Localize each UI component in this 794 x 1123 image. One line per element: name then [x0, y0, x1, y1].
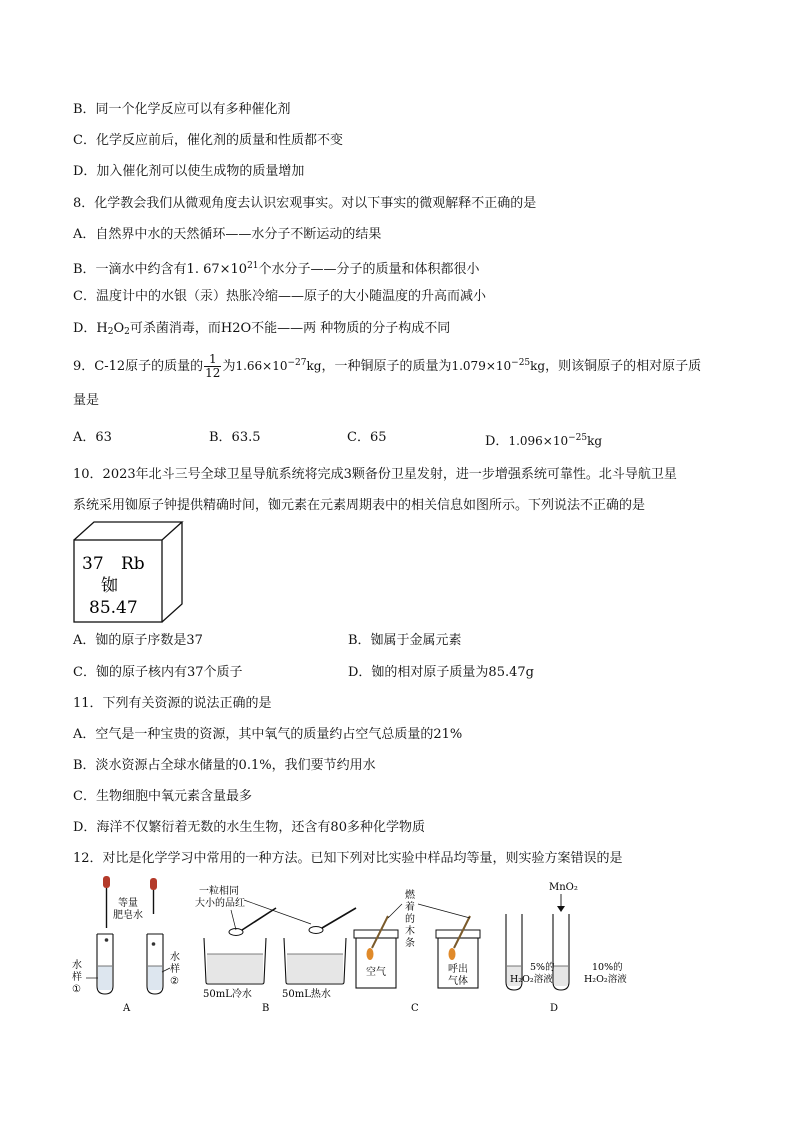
q10-stem-line2: 系统采用铷原子钟提供精确时间，铷元素在元素周期表中的相关信息如图所示。下列说法不正确的是 — [73, 498, 646, 513]
q9-mass2-exponent: −25 — [511, 358, 531, 368]
fig-b-label: B — [262, 1003, 270, 1014]
q9-option-a: A．63 — [73, 430, 112, 445]
q9-mass1: 1.66×10 — [235, 359, 288, 373]
q8-option-d-mid: O — [113, 321, 125, 336]
fig-d-label: D — [550, 1003, 559, 1014]
q8-option-d-sub2: 2 — [124, 327, 130, 337]
q7-option-d: D．加入催化剂可以使生成物的质量增加 — [73, 164, 305, 179]
fig-d-sol1-b: H₂O₂溶液 — [510, 974, 553, 985]
q9-stem-line2: 量是 — [73, 393, 100, 408]
q9-mass1-exponent: −27 — [287, 358, 307, 368]
q10-option-d: D．铷的相对原子质量为85.47g — [348, 665, 534, 680]
figure-c — [354, 888, 480, 1014]
q9-option-d-value: 1.096×10 — [508, 434, 569, 448]
fig-c-note-5: 条 — [405, 938, 415, 949]
q10-option-c: C．铷的原子核内有37个质子 — [73, 665, 243, 680]
fig-a-right-1: 水 — [170, 952, 180, 963]
element-atomic-mass: 85.47 — [89, 598, 138, 618]
q10-option-a: A．铷的原子序数是37 — [73, 633, 203, 648]
experiment-figures — [66, 874, 726, 1020]
element-atomic-number: 37 — [82, 554, 104, 574]
figure-d — [506, 882, 627, 1014]
fig-b-note-2: 大小的品红 — [195, 898, 245, 909]
fig-d-sol1-a: 5%的 — [530, 962, 555, 973]
q8-option-b — [73, 257, 480, 279]
fig-c-label: C — [411, 1003, 419, 1014]
q9-option-d-unit: kg — [587, 434, 603, 448]
fig-a-left-2: 样 — [72, 972, 82, 983]
q11-option-b: B．淡水资源占全球水储量的0.1%，我们要节约用水 — [73, 758, 376, 773]
q10-stem-line1: 10．2023年北斗三号全球卫星导航系统将完成3颗备份卫星发射，进一步增强系统可靠性。北斗导航卫星 — [73, 467, 677, 482]
fig-c-note-4: 木 — [405, 926, 415, 937]
q8-option-d-post: 可杀菌消毒，而H2O不能——两 种物质的分子构成不同 — [129, 321, 451, 336]
fig-d-sol2-b: H₂O₂溶液 — [584, 974, 627, 985]
q9-stem-c: ，一种铜原子的质量为 — [321, 359, 452, 374]
fig-a-left-3: ① — [72, 984, 81, 995]
q9-option-d-label: D． — [485, 434, 509, 449]
q11-stem: 11．下列有关资源的说法正确的是 — [73, 696, 272, 711]
q8-option-b-pre: B．一滴水中约含有1. 67×10 — [73, 262, 248, 277]
q8-option-b-post: 个水分子——分子的质量和体积都很小 — [258, 262, 480, 277]
q9-unit1: kg — [306, 359, 322, 373]
q9-option-d-exponent: −25 — [568, 433, 588, 443]
q11-option-c: C．生物细胞中氧元素含量最多 — [73, 789, 252, 804]
q11-option-d: D．海洋不仅繁衍着无数的水生生物，还含有80多种化学物质 — [73, 820, 425, 835]
q8-option-d-pre: D．H — [73, 321, 108, 336]
q8-option-d-sub1: 2 — [107, 327, 114, 337]
fig-c-bottle-2a: 呼出 — [448, 964, 468, 975]
q8-stem: 8．化学教会我们从微观角度去认识宏观事实。对以下事实的微观解释不正确的是 — [73, 196, 537, 211]
q9-option-c: C．65 — [347, 430, 387, 445]
q9-option-b: B．63.5 — [209, 430, 261, 445]
figure-a — [72, 876, 180, 1014]
fig-a-label: A — [123, 1003, 131, 1014]
q8-option-d — [73, 320, 450, 341]
fig-d-mno2: MnO₂ — [549, 882, 578, 893]
fig-b-beaker-2: 50mL热水 — [282, 989, 331, 1000]
q8-option-c: C．温度计中的水银（汞）热胀冷缩——原子的大小随温度的升高而减小 — [73, 289, 486, 304]
q9-option-d — [485, 429, 602, 451]
fig-a-right-2: 样 — [170, 964, 180, 975]
q9-stem-b: 为 — [222, 359, 236, 374]
element-symbol: Rb — [121, 554, 145, 574]
q8-option-b-exponent: 21 — [247, 261, 259, 271]
fig-c-note-1: 燃 — [405, 890, 415, 901]
element-box-figure — [73, 521, 188, 626]
fig-c-bottle-2b: 气体 — [448, 976, 468, 987]
q9-fraction-denominator: 12 — [205, 366, 221, 380]
q9-fraction — [204, 353, 221, 380]
fig-b-beaker-1: 50mL冷水 — [203, 989, 252, 1000]
q10-option-b: B．铷属于金属元素 — [348, 633, 462, 648]
q11-option-a: A．空气是一种宝贵的资源，其中氧气的质量约占空气总质量的21% — [73, 727, 463, 742]
q9-fraction-numerator: 1 — [204, 353, 221, 367]
q7-option-b: B．同一个化学反应可以有多种催化剂 — [73, 102, 291, 117]
fig-c-note-3: 的 — [405, 914, 415, 925]
figure-b — [195, 884, 356, 1014]
q9-unit2: kg — [530, 359, 546, 373]
q9-stem-a: 9．C-12原子的质量的 — [73, 359, 204, 374]
fig-a-left-1: 水 — [72, 960, 82, 971]
q9-stem — [73, 349, 701, 381]
q8-option-a: A．自然界中水的天然循环——水分子不断运动的结果 — [73, 227, 382, 242]
q7-option-c: C．化学反应前后，催化剂的质量和性质都不变 — [73, 133, 343, 148]
fig-a-reagent-1: 等量 — [118, 898, 138, 909]
fig-a-reagent-2: 肥皂水 — [113, 910, 143, 921]
element-name: 铷 — [101, 576, 118, 596]
fig-c-bottle-1: 空气 — [366, 967, 386, 978]
fig-b-note-1: 一粒相同 — [199, 886, 239, 897]
fig-a-right-3: ② — [170, 976, 179, 987]
fig-d-sol2-a: 10%的 — [592, 962, 623, 973]
fig-c-note-2: 着 — [405, 902, 415, 913]
q9-stem-d: ，则该铜原子的相对原子质 — [545, 359, 702, 374]
q12-stem: 12．对比是化学学习中常用的一种方法。已知下列对比实验中样品均等量，则实验方案错误的是 — [73, 851, 623, 866]
q9-mass2: 1.079×10 — [451, 359, 512, 373]
